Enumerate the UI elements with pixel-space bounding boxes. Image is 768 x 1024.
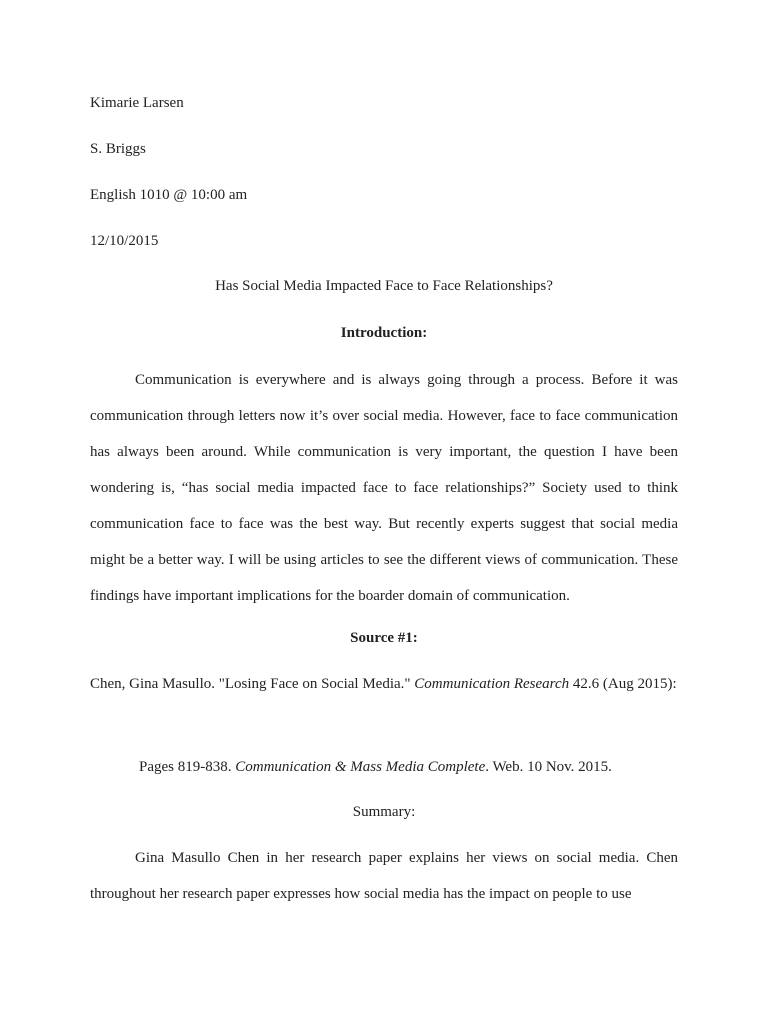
source-heading: Source #1: — [350, 630, 418, 646]
summary-paragraph: Gina Masullo Chen in her research paper explains her views on social media. Chen throughout her research paper expresses how social media has the impact on people to use — [90, 850, 678, 902]
summary-heading: Summary: — [352, 804, 416, 820]
citation-pages: Pages 819-838. — [139, 759, 236, 775]
essay-date: 12/10/2015 — [90, 233, 159, 249]
introduction-heading: Introduction: — [340, 325, 428, 341]
citation-access: . Web. 10 Nov. 2015. — [485, 759, 612, 775]
citation-database: Communication & Mass Media Complete — [235, 759, 486, 775]
student-name: Kimarie Larsen — [90, 95, 184, 111]
citation-first-line — [90, 668, 678, 700]
course-info: English 1010 @ 10:00 am — [90, 187, 248, 203]
citation-continuation — [139, 758, 612, 776]
citation-journal: Communication Research — [414, 676, 570, 692]
introduction-paragraph: Communication is everywhere and is always going through a process. Before it was communication through letters now it’s over social media. However, face to face communication has always been around. While communication is very important, the question I have been wondering is, “has social media impacted face to face relationships?” Society used to think communication face to face was the best way. But recently experts suggest that social media might be a better way. I will be using articles to see the different views of communication. These findings have important implications for the boarder domain of communication. — [90, 372, 678, 604]
essay-title: Has Social Media Impacted Face to Face Relationships? — [215, 278, 553, 294]
citation-author-title: Chen, Gina Masullo. "Losing Face on Social Media." — [90, 676, 415, 692]
citation-volume: 42.6 (Aug 2015): — [569, 676, 677, 692]
instructor-name: S. Briggs — [90, 141, 146, 157]
